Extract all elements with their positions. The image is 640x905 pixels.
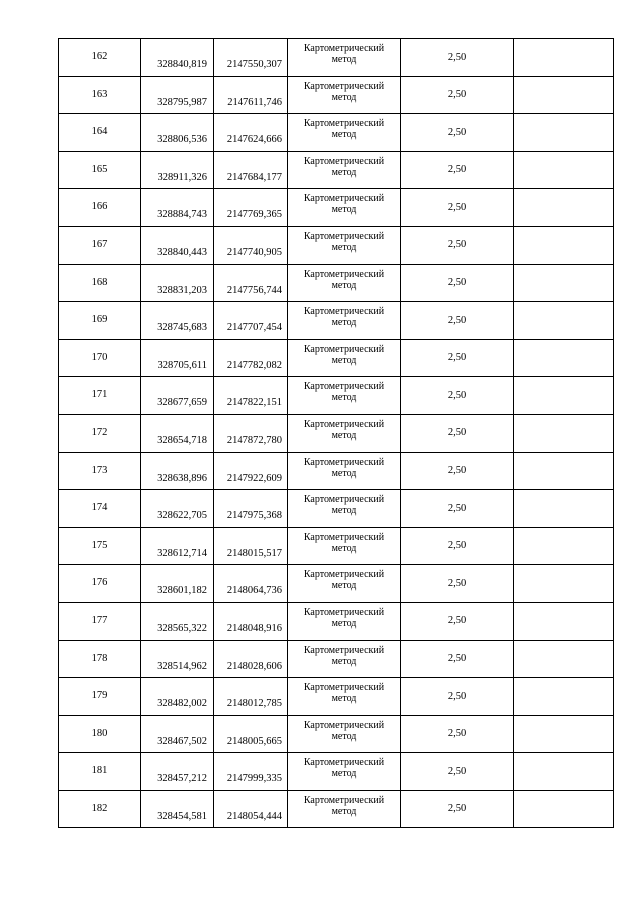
accuracy-cell: 2,50: [401, 715, 514, 753]
coordinate-y-cell: 2147872,780: [214, 414, 288, 452]
description-cell: [514, 377, 614, 415]
method-line-1: Картометрический: [303, 43, 385, 54]
point-number-cell: 180: [59, 715, 141, 753]
coordinate-y-cell: 2147740,905: [214, 226, 288, 264]
point-number-cell: 182: [59, 790, 141, 828]
accuracy-cell: 2,50: [401, 189, 514, 227]
coordinate-x-cell: 328831,203: [141, 264, 214, 302]
description-cell: [514, 490, 614, 528]
point-number-cell: 173: [59, 452, 141, 490]
description-cell: [514, 715, 614, 753]
description-cell: [514, 264, 614, 302]
table-row: [59, 339, 614, 377]
method-line-2: метод: [331, 54, 357, 65]
method-line-2: метод: [331, 429, 357, 441]
method-line-2: метод: [331, 617, 357, 629]
method-line-2: метод: [331, 204, 357, 216]
coordinate-x-cell: 328745,683: [141, 302, 214, 340]
method-line-2: метод: [331, 768, 357, 780]
coordinate-x-cell: 328622,705: [141, 490, 214, 528]
coordinate-x-cell: 328840,819: [141, 39, 214, 77]
table-row: [59, 189, 614, 227]
method-line-1: Картометрический: [303, 230, 385, 242]
description-cell: [514, 339, 614, 377]
description-cell: [514, 678, 614, 716]
accuracy-cell: 2,50: [401, 302, 514, 340]
method-cell: [288, 602, 401, 640]
accuracy-cell: 2,50: [401, 790, 514, 828]
method-line-1: Картометрический: [303, 343, 385, 355]
description-cell: [514, 753, 614, 791]
description-cell: [514, 189, 614, 227]
method-line-1: Картометрический: [303, 118, 385, 130]
method-cell: [288, 565, 401, 603]
method-line-1: Картометрический: [303, 569, 385, 581]
coordinate-y-cell: 2148028,606: [214, 640, 288, 678]
point-number-cell: 167: [59, 226, 141, 264]
coordinate-x-cell: 328482,002: [141, 678, 214, 716]
table-row: [59, 490, 614, 528]
point-number-cell: 177: [59, 602, 141, 640]
point-number-cell: 165: [59, 151, 141, 189]
coordinate-x-cell: 328795,987: [141, 76, 214, 114]
description-cell: [514, 790, 614, 828]
point-number-cell: 162: [59, 39, 141, 77]
table-row: [59, 678, 614, 716]
method-line-2: метод: [331, 317, 357, 329]
method-line-2: метод: [331, 354, 357, 366]
coordinate-x-cell: 328612,714: [141, 527, 214, 565]
description-cell: [514, 302, 614, 340]
method-line-2: метод: [331, 655, 357, 667]
method-cell: [288, 114, 401, 152]
coordinate-x-cell: 328884,743: [141, 189, 214, 227]
method-cell: [288, 151, 401, 189]
coordinates-table-body: [59, 39, 614, 828]
table-row: [59, 753, 614, 791]
coordinate-y-cell: 2147782,082: [214, 339, 288, 377]
coordinate-y-cell: 2147707,454: [214, 302, 288, 340]
method-cell: [288, 527, 401, 565]
coordinate-y-cell: 2147550,307: [214, 39, 288, 77]
point-number-cell: 176: [59, 565, 141, 603]
accuracy-cell: 2,50: [401, 678, 514, 716]
table-row: [59, 39, 614, 77]
coordinate-y-cell: 2147611,746: [214, 76, 288, 114]
coordinate-x-cell: 328806,536: [141, 114, 214, 152]
coordinate-x-cell: 328514,962: [141, 640, 214, 678]
method-line-2: метод: [331, 91, 357, 103]
point-number-cell: 172: [59, 414, 141, 452]
accuracy-cell: 2,50: [401, 114, 514, 152]
method-line-1: Картометрический: [303, 418, 385, 430]
coordinate-x-cell: 328467,502: [141, 715, 214, 753]
coordinate-y-cell: 2148064,736: [214, 565, 288, 603]
method-cell: [288, 226, 401, 264]
method-cell: [288, 339, 401, 377]
method-line-2: метод: [331, 693, 357, 705]
coordinate-y-cell: 2148054,444: [214, 790, 288, 828]
method-line-2: метод: [331, 805, 357, 817]
coordinate-y-cell: 2147822,151: [214, 377, 288, 415]
method-cell: [288, 189, 401, 227]
method-line-2: метод: [331, 166, 357, 178]
method-line-1: Картометрический: [303, 719, 385, 731]
method-line-2: метод: [331, 279, 357, 291]
point-number-cell: 168: [59, 264, 141, 302]
method-line-1: Картометрический: [303, 606, 385, 618]
table-row: [59, 790, 614, 828]
description-cell: [514, 151, 614, 189]
coordinate-y-cell: 2147975,368: [214, 490, 288, 528]
method-cell: [288, 414, 401, 452]
accuracy-cell: 2,50: [401, 452, 514, 490]
coordinate-y-cell: 2148048,916: [214, 602, 288, 640]
table-row: [59, 565, 614, 603]
accuracy-cell: 2,50: [401, 753, 514, 791]
coordinate-x-cell: 328654,718: [141, 414, 214, 452]
method-line-1: Картометрический: [303, 381, 385, 393]
method-cell: [288, 715, 401, 753]
table-row: [59, 114, 614, 152]
accuracy-cell: 2,50: [401, 565, 514, 603]
point-number-cell: 178: [59, 640, 141, 678]
method-line-2: метод: [331, 505, 357, 517]
method-cell: [288, 640, 401, 678]
method-cell: [288, 452, 401, 490]
coordinate-x-cell: 328601,182: [141, 565, 214, 603]
description-cell: [514, 114, 614, 152]
method-line-1: Картометрический: [303, 531, 385, 543]
coordinates-table: [58, 38, 614, 828]
table-row: [59, 414, 614, 452]
coordinate-x-cell: 328457,212: [141, 753, 214, 791]
table-row: [59, 377, 614, 415]
method-line-2: метод: [331, 467, 357, 479]
coordinate-y-cell: 2147922,609: [214, 452, 288, 490]
coordinate-x-cell: 328565,322: [141, 602, 214, 640]
point-number-cell: 181: [59, 753, 141, 791]
description-cell: [514, 452, 614, 490]
accuracy-cell: 2,50: [401, 226, 514, 264]
description-cell: [514, 226, 614, 264]
accuracy-cell: 2,50: [401, 151, 514, 189]
method-line-2: метод: [331, 241, 357, 253]
table-row: [59, 452, 614, 490]
method-line-1: Картометрический: [303, 268, 385, 280]
table-row: [59, 264, 614, 302]
method-line-1: Картометрический: [303, 644, 385, 656]
table-row: [59, 151, 614, 189]
method-cell: [288, 678, 401, 716]
method-line-1: Картометрический: [303, 155, 385, 167]
method-line-1: Картометрический: [303, 682, 385, 694]
method-line-1: Картометрический: [303, 757, 385, 769]
coordinate-x-cell: 328840,443: [141, 226, 214, 264]
method-line-1: Картометрический: [303, 456, 385, 468]
coordinate-y-cell: 2147684,177: [214, 151, 288, 189]
coordinate-x-cell: 328454,581: [141, 790, 214, 828]
method-line-2: метод: [331, 129, 357, 141]
method-line-2: метод: [331, 730, 357, 742]
table-row: [59, 640, 614, 678]
method-line-2: метод: [331, 542, 357, 554]
description-cell: [514, 527, 614, 565]
method-line-1: Картометрический: [303, 494, 385, 506]
table-row: [59, 715, 614, 753]
coordinate-y-cell: 2147624,666: [214, 114, 288, 152]
description-cell: [514, 76, 614, 114]
coordinate-x-cell: 328911,326: [141, 151, 214, 189]
point-number-cell: 164: [59, 114, 141, 152]
point-number-cell: 174: [59, 490, 141, 528]
accuracy-cell: 2,50: [401, 339, 514, 377]
coordinate-x-cell: 328677,659: [141, 377, 214, 415]
description-cell: [514, 414, 614, 452]
method-line-1: Картометрический: [303, 794, 385, 806]
method-line-2: метод: [331, 392, 357, 404]
accuracy-cell: 2,50: [401, 602, 514, 640]
point-number-cell: 171: [59, 377, 141, 415]
method-cell: [288, 490, 401, 528]
point-number-cell: 175: [59, 527, 141, 565]
table-row: [59, 602, 614, 640]
point-number-cell: 170: [59, 339, 141, 377]
method-cell: [288, 302, 401, 340]
method-cell: [288, 377, 401, 415]
table-row: [59, 527, 614, 565]
method-cell: [288, 753, 401, 791]
method-cell: [288, 790, 401, 828]
description-cell: [514, 602, 614, 640]
method-cell: [288, 264, 401, 302]
method-line-2: метод: [331, 580, 357, 592]
method-cell: [288, 39, 401, 77]
accuracy-cell: 2,50: [401, 414, 514, 452]
accuracy-cell: 2,50: [401, 39, 514, 77]
coordinate-y-cell: 2148015,517: [214, 527, 288, 565]
method-line-1: Картометрический: [303, 193, 385, 205]
accuracy-cell: 2,50: [401, 640, 514, 678]
accuracy-cell: 2,50: [401, 527, 514, 565]
description-cell: [514, 565, 614, 603]
coordinate-y-cell: 2147769,365: [214, 189, 288, 227]
point-number-cell: 163: [59, 76, 141, 114]
method-line-1: Картометрический: [303, 306, 385, 318]
coordinate-x-cell: 328638,896: [141, 452, 214, 490]
accuracy-cell: 2,50: [401, 76, 514, 114]
coordinate-y-cell: 2148005,665: [214, 715, 288, 753]
coordinate-y-cell: 2147756,744: [214, 264, 288, 302]
description-cell: [514, 640, 614, 678]
point-number-cell: 169: [59, 302, 141, 340]
table-row: [59, 76, 614, 114]
coordinate-x-cell: 328705,611: [141, 339, 214, 377]
method-line-1: Картометрический: [303, 80, 385, 92]
coordinate-y-cell: 2148012,785: [214, 678, 288, 716]
coordinate-y-cell: 2147999,335: [214, 753, 288, 791]
accuracy-cell: 2,50: [401, 264, 514, 302]
description-cell: [514, 39, 614, 77]
point-number-cell: 166: [59, 189, 141, 227]
accuracy-cell: 2,50: [401, 377, 514, 415]
table-row: [59, 226, 614, 264]
table-row: [59, 302, 614, 340]
point-number-cell: 179: [59, 678, 141, 716]
accuracy-cell: 2,50: [401, 490, 514, 528]
method-cell: [288, 76, 401, 114]
